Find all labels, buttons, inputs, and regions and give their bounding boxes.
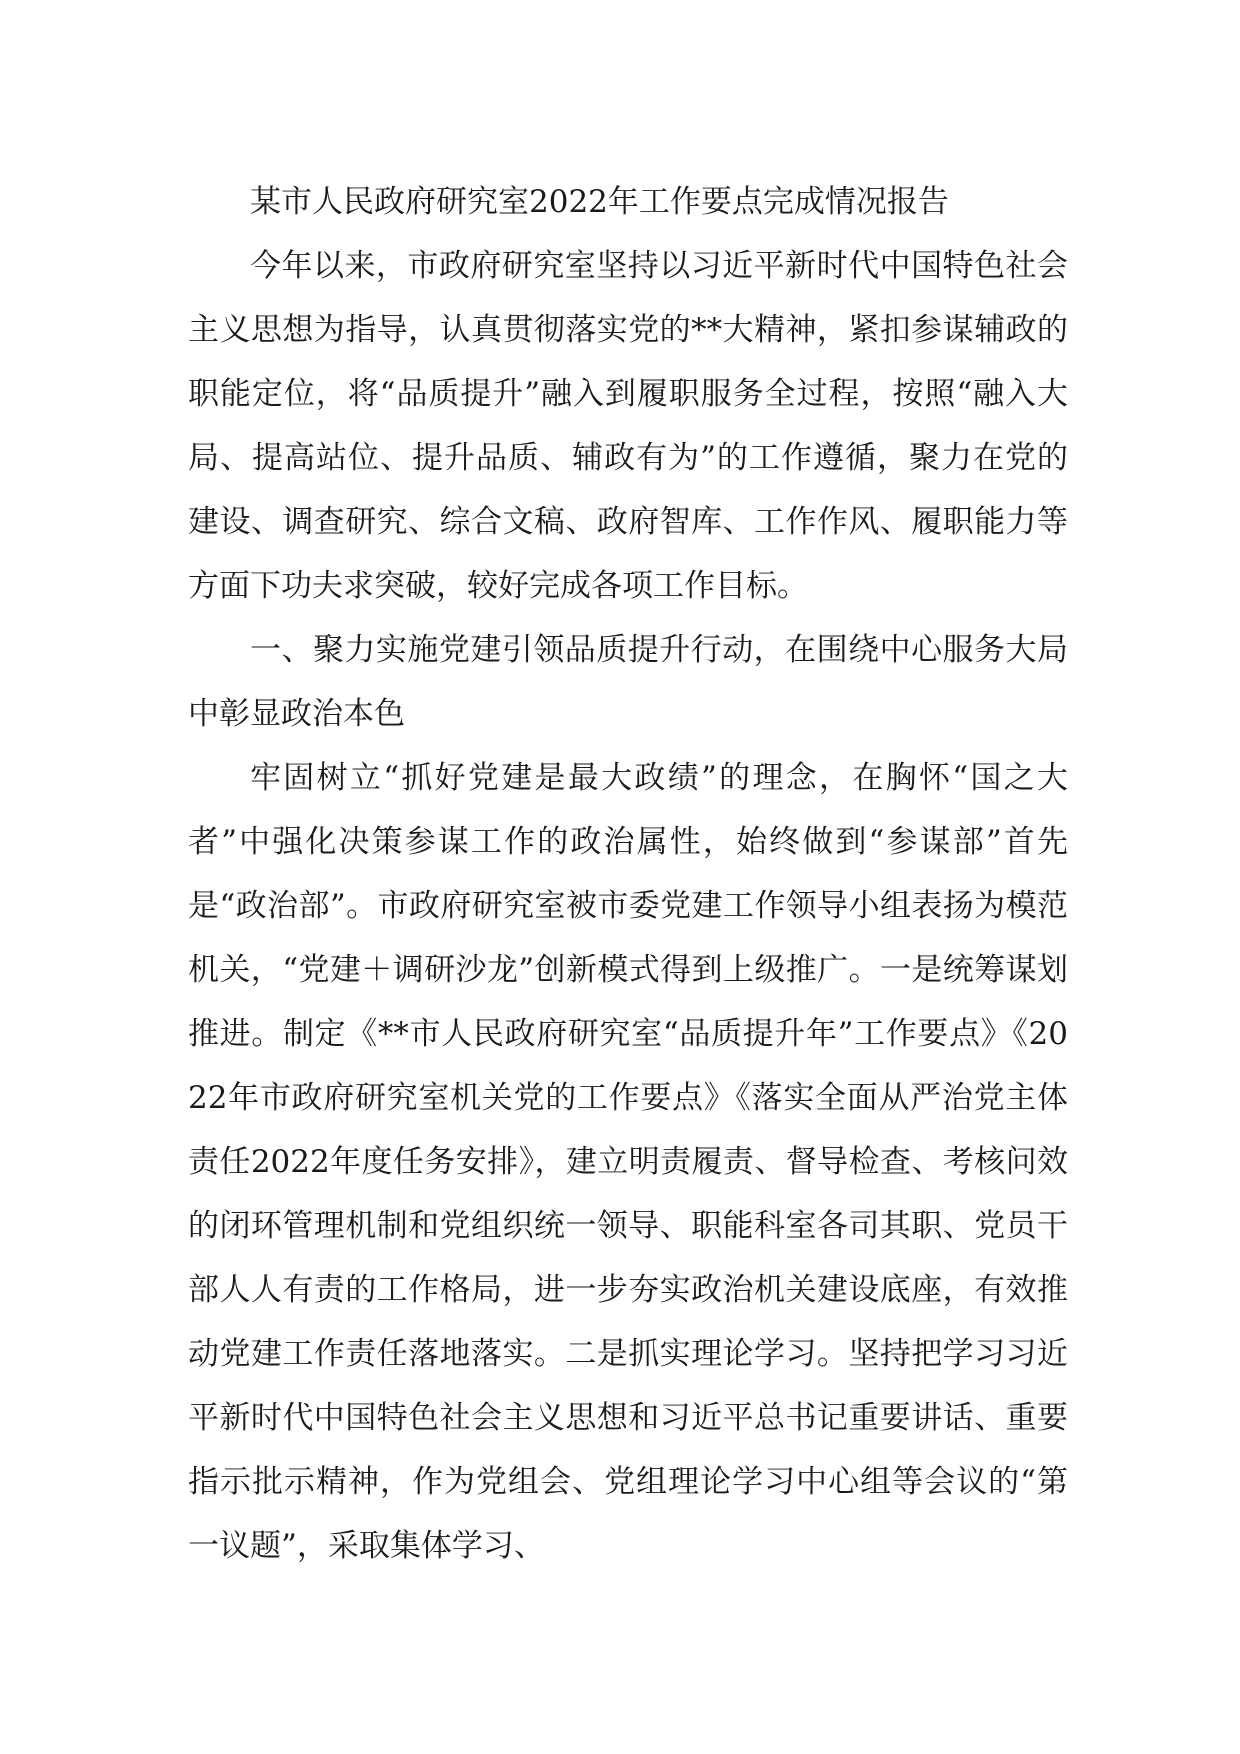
section-heading-1: 一、聚力实施党建引领品质提升行动，在围绕中心服务大局中彰显政治本色 xyxy=(188,632,1068,732)
document-title: 某市人民政府研究室2022年工作要点完成情况报告 xyxy=(250,184,949,220)
intro-paragraph: 今年以来，市政府研究室坚持以习近平新时代中国特色社会主义思想为指导，认真贯彻落实党的**大精神，紧扣参谋辅政的职能定位，将“品质提升”融入到履职服务全过程，按照“融入大局、提高站位、提升品质、辅政有为”的工作遵循，聚力在党的建设、调查研究、综合文稿、政府智库、工作作风、履职能力等方面下功夫求突破，较好完成各项工作目标。 xyxy=(188,248,1068,604)
section-1-body-paragraph: 牢固树立“抓好党建是最大政绩”的理念，在胸怀“国之大者”中强化决策参谋工作的政治属性，始终做到“参谋部”首先是“政治部”。市政府研究室被市委党建工作领导小组表扬为模范机关，“党建＋调研沙龙”创新模式得到上级推广。一是统筹谋划推进。制定《**市人民政府研究室“品质提升年”工作要点》《2022年市政府研究室机关党的工作要点》《落实全面从严治党主体责任2022年度任务安排》，建立明责履责、督导检查、考核问效的闭环管理机制和党组织统一领导、职能科室各司其职、党员干部人人有责的工作格局，进一步夯实政治机关建设底座，有效推动党建工作责任落地落实。二是抓实理论学习。坚持把学习习近平新时代中国特色社会主义思想和习近平总书记重要讲话、重要指示批示精神，作为党组会、党组理论学习中心组等会议的“第一议题”，采取集体学习、 xyxy=(188,760,1068,1564)
document-body xyxy=(188,170,1068,1578)
